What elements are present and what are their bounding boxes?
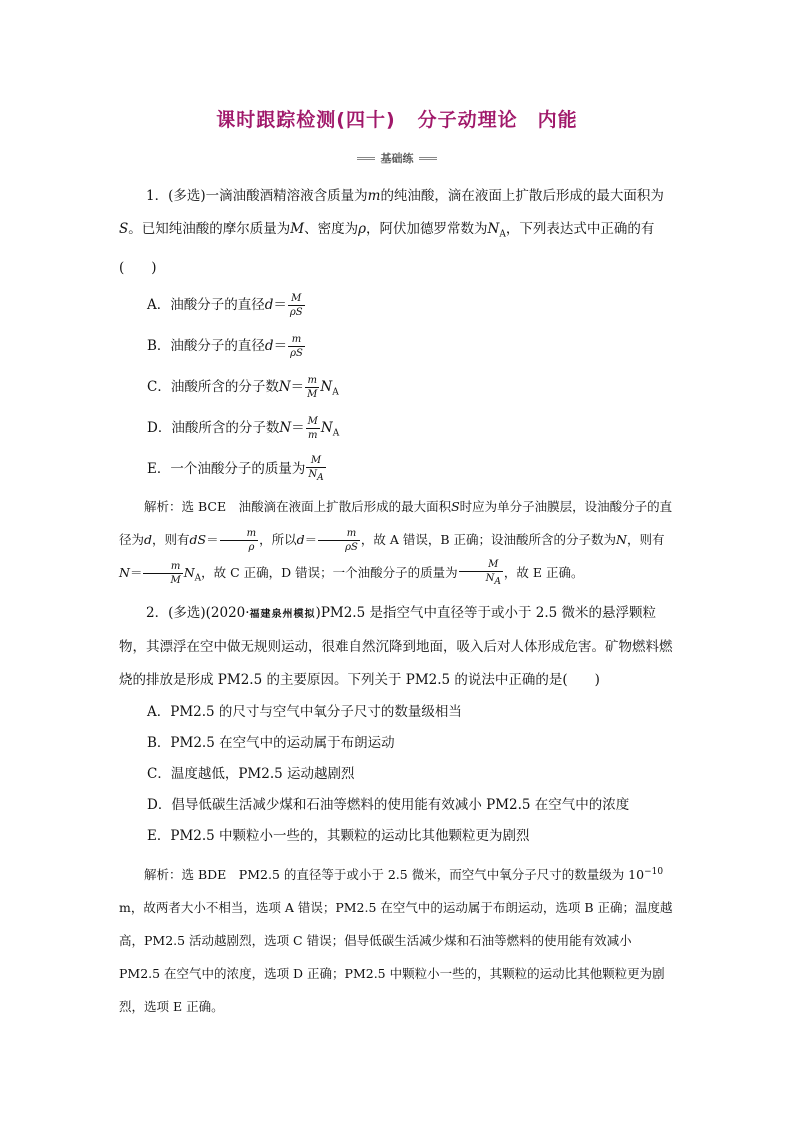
title-topic: 分子动理论 内能 bbox=[417, 109, 578, 131]
q2-stem: 2．(多选)(2020·福建泉州模拟)PM2.5 是指空气中直径等于或小于 2.5 微米的悬浮颗粒物，其漂浮在空中做无规则运动，很难自然沉降到地面，吸入后对人体形成危害。矿物燃料燃烧的排放是形成 PM2.5 的主要原因。下列关于 PM2.5 的说法中正确的是( ) bbox=[119, 605, 673, 689]
badge-right-rule bbox=[419, 157, 437, 160]
q1-analysis: 解析：选 BCE 油酸滴在液面上扩散后形成的最大面积S时应为单分子油膜层，设油酸分子的直径为d，则有dS＝ $\frac{m}{\rho}$ ，所以d＝ $\frac{m}{\rho S}$ ，故 A 错误，B 正确；设油酸所含的分子数为N，则有N＝ $\frac{m}{M}$ $N_A$，故 C 正确，D 错误；一个油酸分子的质量为 $\frac{M}{N_A}$ ，故 E 正确。 bbox=[119, 498, 673, 587]
title-main: 课时跟踪检测(四十) bbox=[216, 109, 396, 131]
q1-stem: 1．(多选)一滴油酸酒精溶液含质量为m的纯油酸，滴在液面上扩散后形成的最大面积为S。已知纯油酸的摩尔质量为M、密度为ρ，阿伏加德罗常数为$N_A$，下列表达式中正确的有( ) bbox=[119, 188, 664, 276]
fraction: $\frac{M}{\rho S}$ bbox=[289, 292, 303, 318]
q1-option-c: C．油酸所含的分子数N＝ $\frac{m}{M}$ $N_A$ bbox=[147, 374, 339, 400]
fraction: $\frac{M}{N_A}$ bbox=[308, 454, 324, 483]
q1-option-d: D．油酸所含的分子数N＝ $\frac{M}{m}$ $N_A$ bbox=[147, 415, 340, 441]
fraction: $\frac{m}{M}$ bbox=[143, 560, 182, 587]
q1-option-a: A．油酸分子的直径d＝ $\frac{M}{\rho S}$ bbox=[147, 292, 303, 318]
fraction: $\frac{M}{m}$ bbox=[307, 415, 318, 441]
section-badge bbox=[0, 150, 794, 166]
fraction: $\frac{m}{\rho S}$ bbox=[318, 527, 360, 554]
fraction: $\frac{m}{M}$ bbox=[307, 374, 318, 400]
q2-option-a: A．PM2.5 的尺寸与空气中氧分子尺寸的数量级相当 bbox=[147, 704, 462, 721]
q2-analysis: 解析：选 BDE PM2.5 的直径等于或小于 2.5 微米，而空气中氧分子尺寸的数量级为 $10^{-10}$ m，故两者大小不相当，选项 A 错误；PM2.5 在空气中的运动属于布朗运动，选项 B 正确；温度越高，PM2.5 活动越剧烈，选项 C 错误；倡导低碳生活减少煤和石油等燃料的使用能有效减小 PM2.5 在空气中的浓度，选项 D 正确；PM2.5 中颗粒小一些的，其颗粒的运动比其他颗粒更为剧烈，选项 E 正确。 bbox=[119, 867, 673, 1015]
fraction: $\frac{M}{N_A}$ bbox=[459, 558, 503, 589]
page-title bbox=[0, 105, 794, 132]
q2-option-b: B．PM2.5 在空气中的运动属于布朗运动 bbox=[147, 735, 395, 752]
fraction: $\frac{m}{\rho}$ bbox=[220, 527, 258, 554]
q1-option-b: B．油酸分子的直径d＝ $\frac{m}{\rho S}$ bbox=[147, 333, 303, 359]
q2-option-c: C．温度越低，PM2.5 运动越剧烈 bbox=[147, 766, 355, 783]
document-body bbox=[119, 180, 675, 1023]
q1-option-e: E．一个油酸分子的质量为 $\frac{M}{N_A}$ bbox=[147, 454, 324, 483]
badge-left-rule bbox=[357, 157, 375, 160]
q2-option-d: D．倡导低碳生活减少煤和石油等燃料的使用能有效减小 PM2.5 在空气中的浓度 bbox=[147, 797, 630, 814]
badge-label: 基础练 bbox=[380, 152, 414, 165]
fraction: $\frac{m}{\rho S}$ bbox=[290, 333, 303, 359]
q2-option-e: E．PM2.5 中颗粒小一些的，其颗粒的运动比其他颗粒更为剧烈 bbox=[147, 828, 530, 845]
